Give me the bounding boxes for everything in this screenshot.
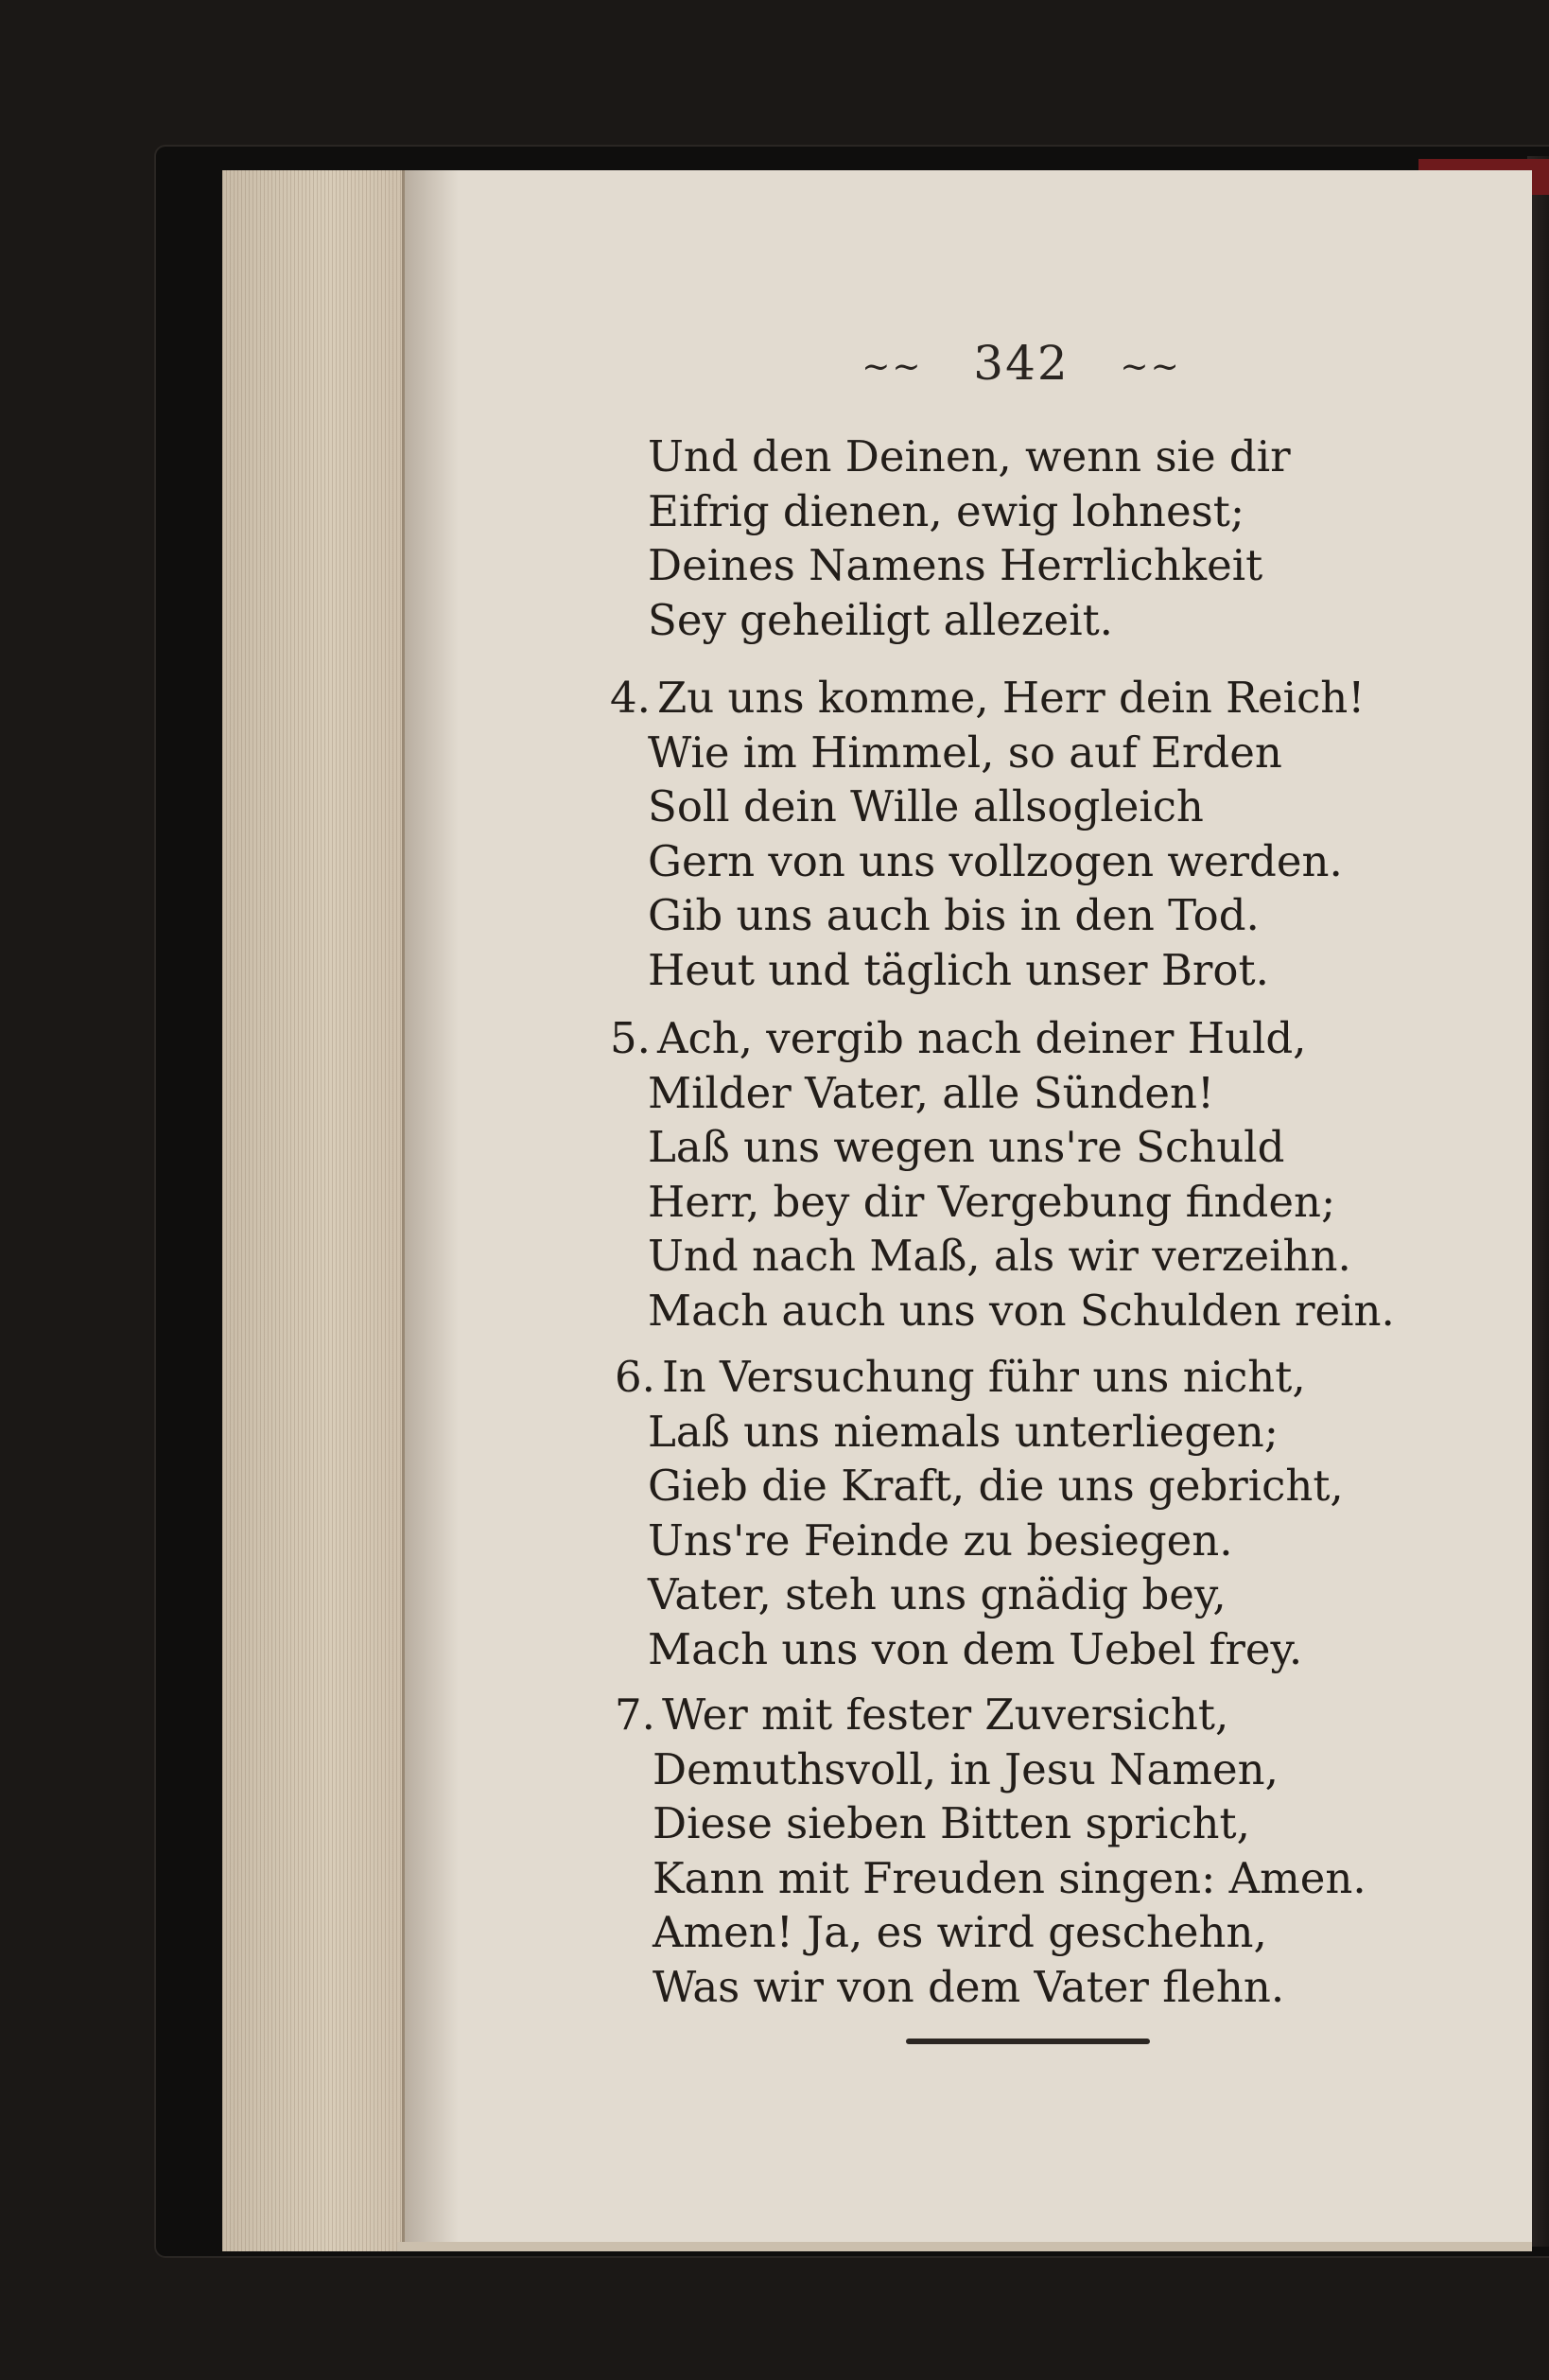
verse-line: Demuthsvoll, in Jesu Namen, — [653, 1744, 1279, 1794]
stanza-number: 5. — [610, 1013, 651, 1063]
end-rule — [906, 2039, 1150, 2044]
verse-line: Gieb die Kraft, die uns gebricht, — [648, 1461, 1344, 1511]
verse-line: Und den Deinen, wenn sie dir — [648, 431, 1291, 481]
verse-line: Eifrig dienen, ewig lohnest; — [648, 486, 1245, 536]
verse-line: Heut und täglich unser Brot. — [648, 945, 1269, 995]
verse-line: Herr, bey dir Vergebung finden; — [648, 1177, 1336, 1227]
verse-line: Vater, steh uns gnädig bey, — [648, 1569, 1227, 1619]
verse-line: Mach auch uns von Schulden rein. — [648, 1286, 1395, 1336]
verse-line: Zu uns komme, Herr dein Reich! — [657, 673, 1366, 723]
ornament-right: ~~ — [1120, 347, 1181, 387]
page-header — [851, 336, 1192, 391]
verse-line: In Versuchung führ uns nicht, — [662, 1352, 1306, 1402]
verse-line: Milder Vater, alle Sünden! — [648, 1068, 1215, 1118]
verse-line: Deines Namens Herrlichkeit — [648, 540, 1263, 590]
verse-line: Laß uns niemals unterliegen; — [648, 1407, 1279, 1457]
verse-line: Amen! Ja, es wird geschehn, — [653, 1907, 1267, 1957]
verse-line: Gern von uns vollzogen werden. — [648, 836, 1343, 886]
verse-line: Mach uns von dem Uebel frey. — [648, 1624, 1303, 1674]
verse-line: Was wir von dem Vater flehn. — [653, 1962, 1285, 2012]
verse-line: Wie im Himmel, so auf Erden — [648, 727, 1282, 778]
verse-line: Und nach Maß, als wir verzeihn. — [648, 1231, 1351, 1281]
verse-line: Wer mit fester Zuversicht, — [662, 1689, 1229, 1740]
page-number: 342 — [973, 336, 1070, 391]
stanza-number: 4. — [610, 673, 651, 723]
verse-line: Diese sieben Bitten spricht, — [653, 1798, 1250, 1848]
verse-line: Laß uns wegen uns're Schuld — [648, 1122, 1285, 1172]
verse-line: Gib uns auch bis in den Tod. — [648, 890, 1260, 940]
verse-line: Ach, vergib nach deiner Huld, — [657, 1013, 1307, 1063]
stanza-number: 6. — [615, 1352, 655, 1402]
verse-line: Uns're Feinde zu besiegen. — [648, 1515, 1233, 1566]
verse-line: Sey geheiligt allezeit. — [648, 595, 1113, 645]
stanza-number: 7. — [615, 1689, 655, 1740]
ornament-left: ~~ — [862, 347, 923, 387]
verse-line: Kann mit Freuden singen: Amen. — [653, 1853, 1366, 1903]
verse-line: Soll dein Wille allsogleich — [648, 781, 1204, 831]
